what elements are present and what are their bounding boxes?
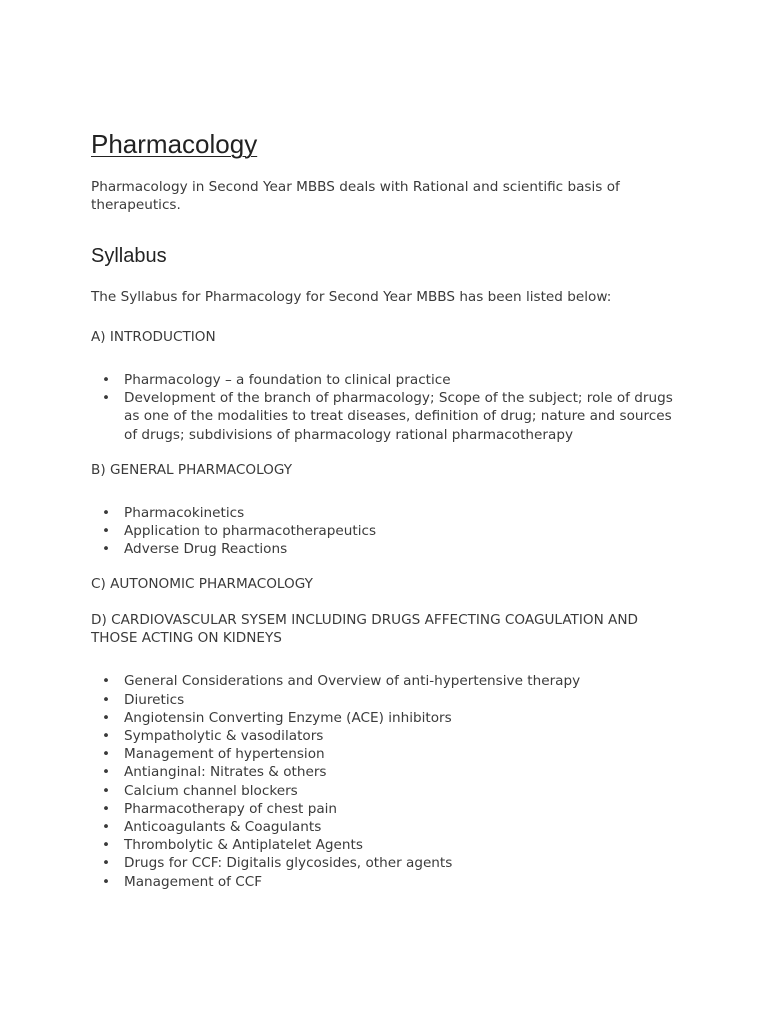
syllabus-heading: Syllabus xyxy=(91,245,167,267)
bullet-icon: • xyxy=(102,523,111,540)
list-item-text: Calcium channel blockers xyxy=(124,782,298,799)
bullet-icon: • xyxy=(102,709,111,726)
bullet-list xyxy=(91,371,681,444)
list-item-text: Pharmacokinetics xyxy=(124,504,245,521)
list-item-text: Pharmacology – a foundation to clinical practice xyxy=(124,372,451,388)
list-item xyxy=(91,672,681,690)
list-item xyxy=(91,522,681,540)
section-introduction xyxy=(91,328,681,444)
document-page xyxy=(91,128,681,891)
list-item xyxy=(91,854,681,872)
list-item xyxy=(91,800,681,818)
list-item xyxy=(91,709,681,727)
list-item-text: Pharmacotherapy of chest pain xyxy=(124,800,338,817)
bullet-icon: • xyxy=(102,390,111,407)
bullet-icon: • xyxy=(102,541,111,558)
page-title: Pharmacology xyxy=(91,129,258,159)
bullet-icon: • xyxy=(102,764,111,781)
bullet-list xyxy=(91,504,681,559)
list-item-text: Development of the branch of pharmacology; Scope of the subject; role of drugs as one of the modalities to treat diseases, definition of drug; nature and sources of drugs; subdivisions of pharmacology rational pharmacotherapy xyxy=(124,390,673,443)
section-cardiovascular xyxy=(91,611,681,890)
list-item-text: Management of CCF xyxy=(124,873,263,890)
list-item-text: Sympatholytic & vasodilators xyxy=(124,728,324,745)
section-label: A) INTRODUCTION xyxy=(91,329,216,345)
list-item xyxy=(91,389,681,444)
list-item-text: Thrombolytic & Antiplatelet Agents xyxy=(124,837,363,854)
section-label: D) CARDIOVASCULAR SYSEM INCLUDING DRUGS AFFECTING COAGULATION AND THOSE ACTING ON KIDNEYS xyxy=(91,612,638,647)
bullet-icon: • xyxy=(102,782,111,799)
section-autonomic-pharmacology xyxy=(91,575,681,593)
list-item-text: Application to pharmacotherapeutics xyxy=(124,523,377,540)
section-label: B) GENERAL PHARMACOLOGY xyxy=(91,461,293,478)
list-item-text: Adverse Drug Reactions xyxy=(124,541,288,558)
list-item-text: Management of hypertension xyxy=(124,746,325,763)
list-item xyxy=(91,836,681,854)
list-item-text: Angiotensin Converting Enzyme (ACE) inhibitors xyxy=(124,709,452,726)
list-item xyxy=(91,782,681,800)
bullet-icon: • xyxy=(102,873,111,890)
list-item-text: Antianginal: Nitrates & others xyxy=(124,764,327,781)
bullet-icon: • xyxy=(102,855,111,872)
list-item xyxy=(91,873,681,891)
list-item xyxy=(91,691,681,709)
bullet-icon: • xyxy=(102,837,111,854)
list-item-text: General Considerations and Overview of anti-hypertensive therapy xyxy=(124,673,581,690)
bullet-icon: • xyxy=(102,746,111,763)
list-item xyxy=(91,818,681,836)
list-item xyxy=(91,504,681,522)
section-general-pharmacology xyxy=(91,461,681,559)
bullet-list xyxy=(91,672,681,890)
list-item xyxy=(91,540,681,558)
section-label: C) AUTONOMIC PHARMACOLOGY xyxy=(91,576,313,593)
syllabus-intro: The Syllabus for Pharmacology for Second Year MBBS has been listed below: xyxy=(91,289,612,305)
list-item-text: Diuretics xyxy=(124,691,185,708)
bullet-icon: • xyxy=(102,728,111,745)
bullet-icon: • xyxy=(102,504,111,521)
intro-paragraph: Pharmacology in Second Year MBBS deals with Rational and scientific basis of therapeutics. xyxy=(91,179,620,213)
list-item xyxy=(91,371,681,389)
bullet-icon: • xyxy=(102,691,111,708)
bullet-icon: • xyxy=(102,673,111,690)
bullet-icon: • xyxy=(102,819,111,836)
bullet-icon: • xyxy=(102,800,111,817)
list-item xyxy=(91,727,681,745)
bullet-icon: • xyxy=(102,372,111,388)
list-item-text: Drugs for CCF: Digitalis glycosides, other agents xyxy=(124,855,453,872)
list-item xyxy=(91,763,681,781)
list-item xyxy=(91,745,681,763)
list-item-text: Anticoagulants & Coagulants xyxy=(124,819,322,836)
